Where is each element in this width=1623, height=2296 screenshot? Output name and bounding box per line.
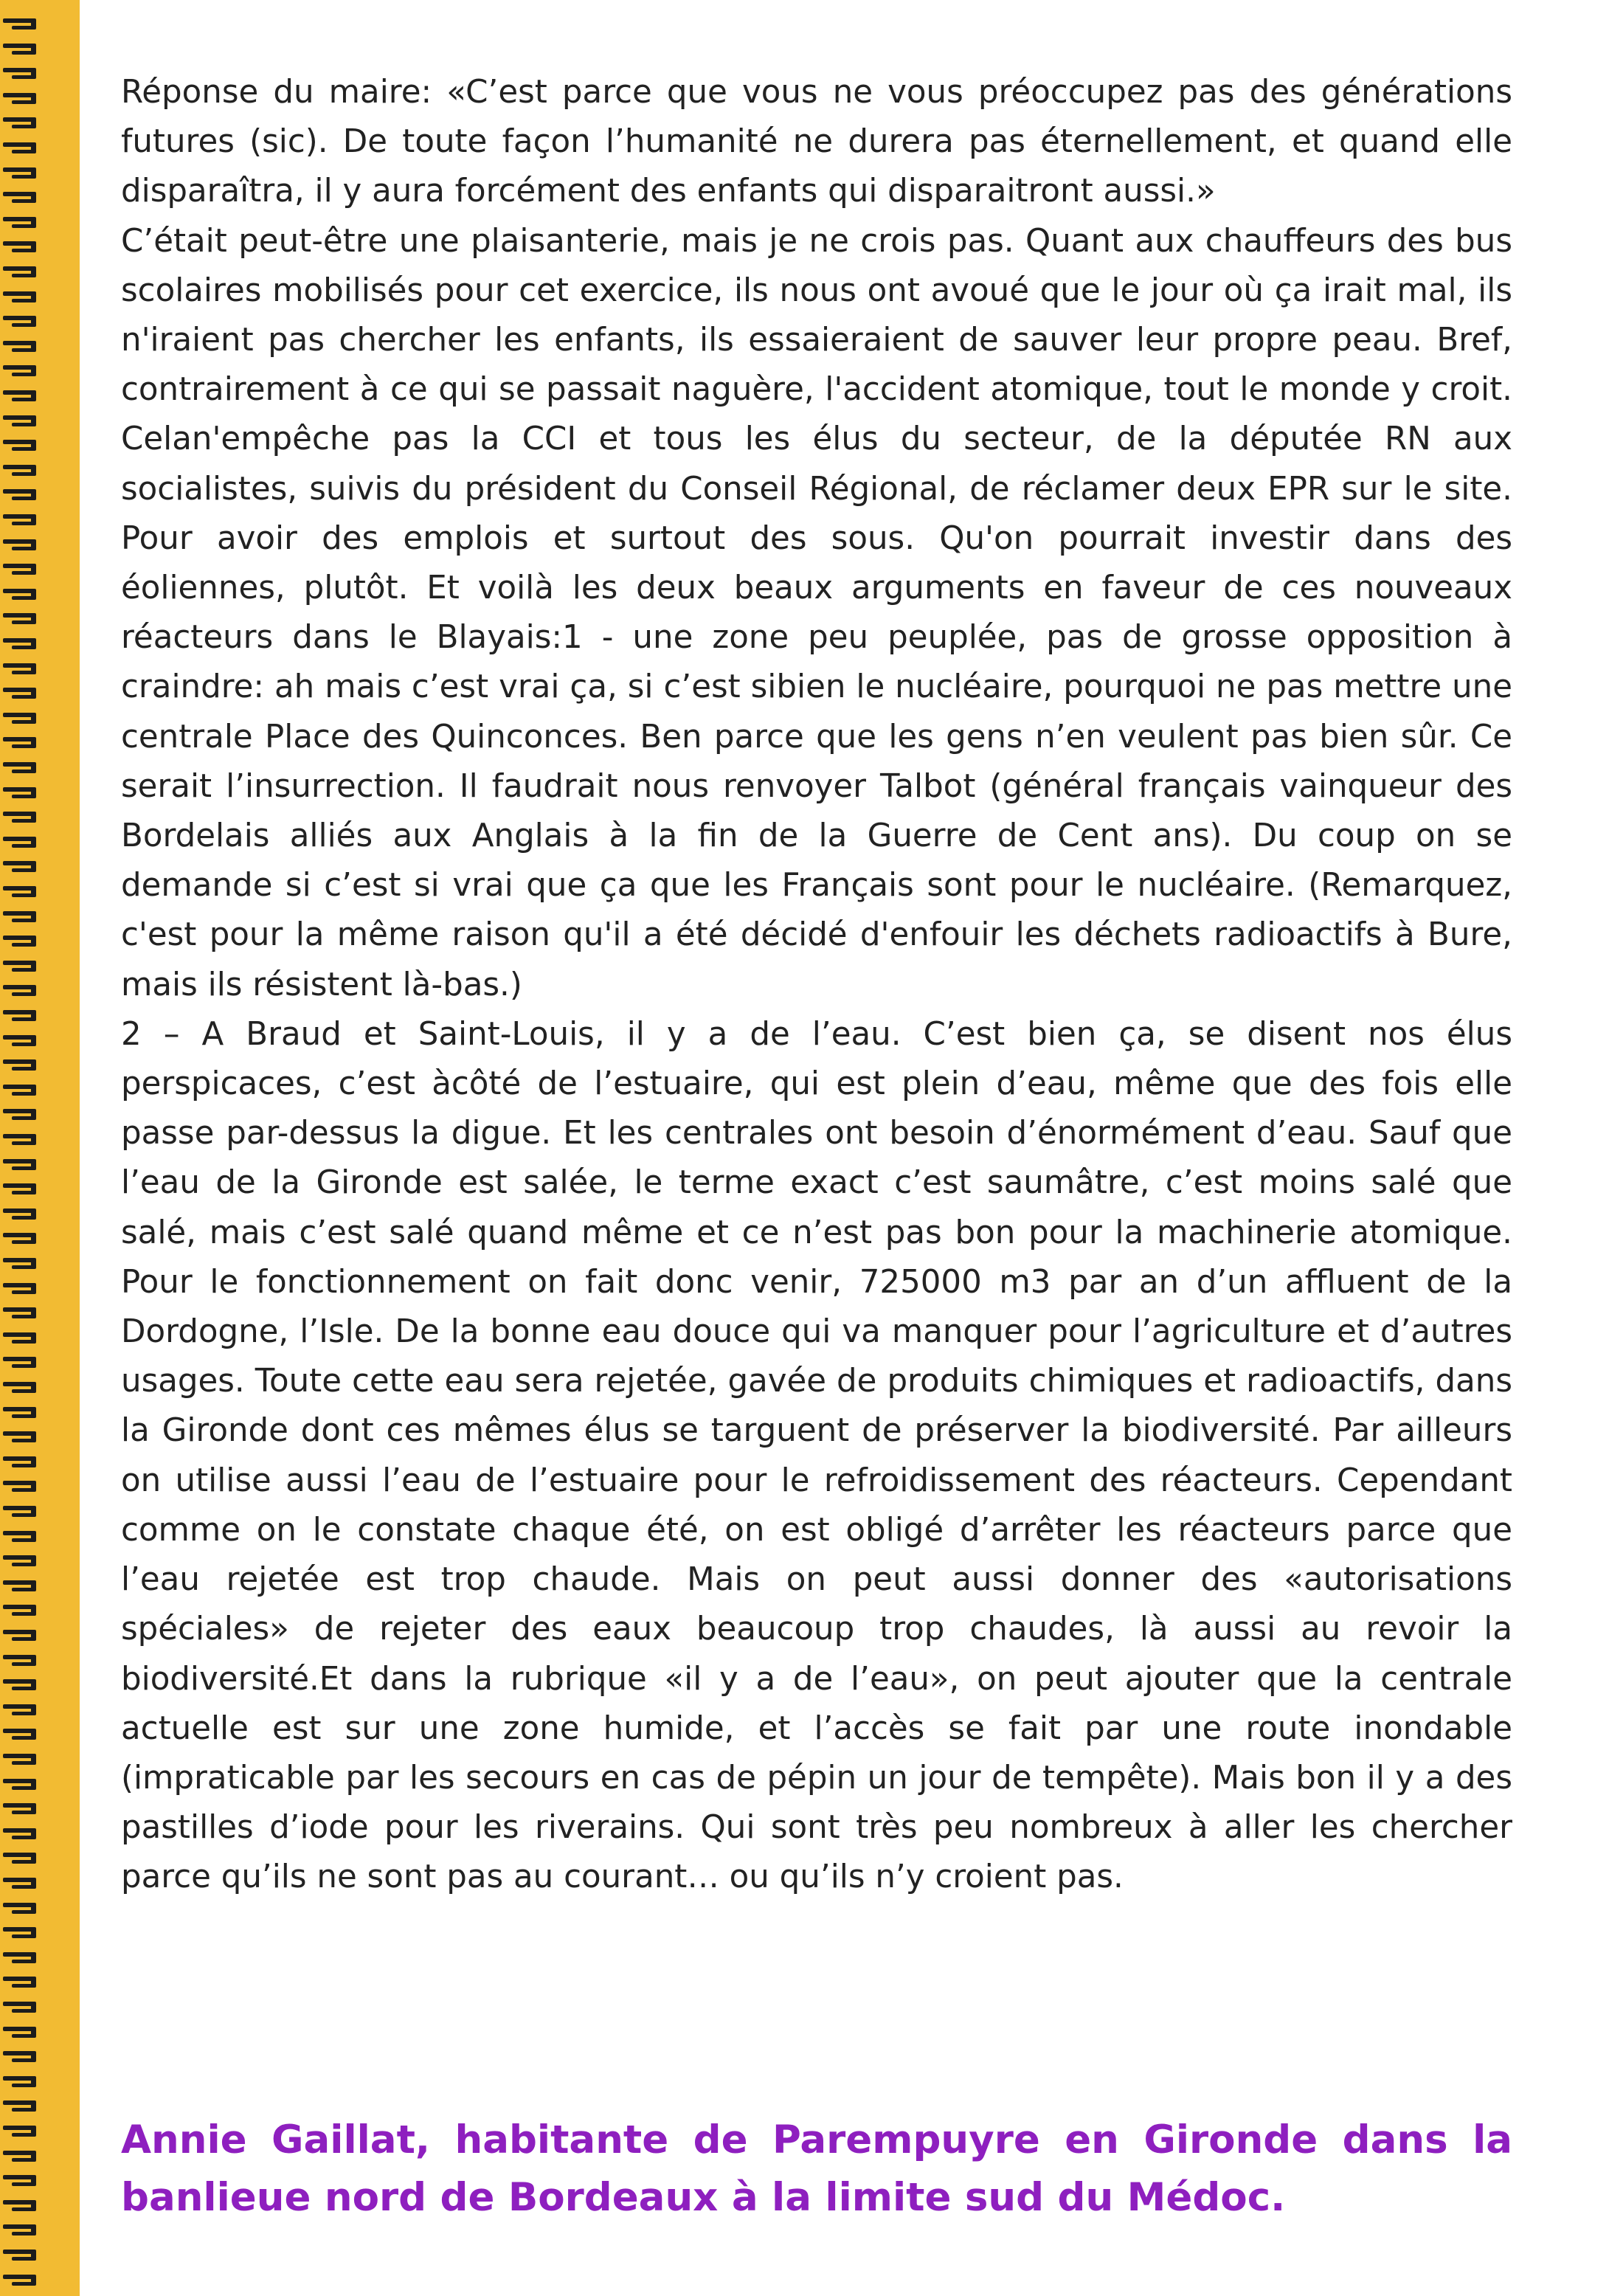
spiral-loop [3, 1753, 40, 1766]
spiral-loop [3, 1678, 40, 1692]
spiral-loop [3, 885, 40, 899]
spiral-loop [3, 612, 40, 626]
paragraph-water: 2 – A Braud et Saint-Louis, il y a de l’eau. C’est bien ça, se disent nos élus perspicaces, c’est àcôté de l’estuaire, qui est plein d’eau, même que des fois elle passe par-dessus la digue. Et les centrales ont besoin d’énormément d’eau. Sauf que l’eau de la Gironde est salée, le terme exact c’est saumâtre, c’est moins salé que salé, mais c’est salé quand même et ce n’est pas bon pour la machinerie atomique. Pour le fonctionnement on fait donc venir, 725000 m3 par an d’un affluent de la Dordogne, l’Isle. De la bonne eau douce qui va manquer pour l’agriculture et d’autres usages. Toute cette eau sera rejetée, gavée de produits chimiques et radioactifs, dans la Gironde dont ces mêmes élus se targuent de préserver la biodiversité. Par ailleurs on utilise aussi l’eau de l’estuaire pour le refroidissement des réacteurs. Cependant comme on le constate chaque été, on est obligé d’arrêter les réacteurs parce que l’eau rejetée est trop chaude. Mais on peut aussi donner des «autorisations spéciales» de rejeter des eaux beaucoup trop chaudes, là aussi au revoir la biodiversité.Et dans la rubrique «il y a de l’eau», on peut ajouter que la centrale actuelle est sur une zone humide, et l’accès se fait par une route inondable (impraticable par les secours en cas de pépin un jour de tempête). Mais bon il y a des pastilles d’iode pour les riverains. Qui sont très peu nombreux à aller les chercher parce qu’ils ne sont pas au courant… ou qu’ils n’y croient pas. [121, 1015, 1512, 1896]
spiral-binding [0, 0, 80, 2296]
spiral-loop [3, 1505, 40, 1518]
spiral-loop [3, 1654, 40, 1667]
author-signature: Annie Gaillat, habitante de Parempuyre en Gironde dans la banlieue nord de Bordeaux à la limite sud du Médoc. [121, 2117, 1512, 2220]
spiral-loop [3, 1158, 40, 1172]
spiral-loop [3, 1852, 40, 1865]
spiral-loop [3, 2100, 40, 2113]
spiral-loop [3, 514, 40, 527]
spiral-loop [3, 1232, 40, 1245]
spiral-loop [3, 1728, 40, 1741]
spiral-loop [3, 2001, 40, 2014]
spiral-loop [3, 2249, 40, 2262]
spiral-loop [3, 1604, 40, 1617]
spiral-loop [3, 687, 40, 700]
article-body [121, 68, 1512, 1903]
spiral-loop [3, 1778, 40, 1791]
spiral-loop [3, 1183, 40, 1196]
spiral-loop [3, 736, 40, 750]
spiral-loop [3, 1381, 40, 1394]
spiral-loop [3, 43, 40, 56]
spiral-loop [3, 811, 40, 824]
spiral-loop [3, 488, 40, 502]
spiral-loop [3, 364, 40, 378]
spiral-loop [3, 1257, 40, 1270]
spiral-loop [3, 1456, 40, 1469]
spiral-loop [3, 2125, 40, 2138]
spiral-loop [3, 142, 40, 155]
spiral-loop [3, 92, 40, 106]
spiral-loop [3, 2174, 40, 2188]
spiral-loop [3, 1406, 40, 1420]
spiral-loop [3, 191, 40, 204]
spiral-loop [3, 1431, 40, 1444]
spiral-loop [3, 1580, 40, 1593]
spiral-loop [3, 1555, 40, 1568]
spiral-loop [3, 563, 40, 576]
spiral-loop [3, 1877, 40, 1890]
spiral-loop [3, 390, 40, 403]
spiral-loop [3, 1356, 40, 1369]
spiral-loop [3, 637, 40, 651]
spiral-loop [3, 2150, 40, 2163]
spiral-loop [3, 1530, 40, 1543]
spiral-loop [3, 712, 40, 725]
spiral-loop [3, 464, 40, 477]
spiral-loop [3, 67, 40, 80]
spiral-loop [3, 167, 40, 180]
spiral-loop [3, 910, 40, 924]
spiral-loop [3, 2075, 40, 2089]
spiral-loop [3, 1951, 40, 1965]
spiral-loop [3, 241, 40, 254]
spiral-loop [3, 2026, 40, 2039]
paragraph-mayor-reply: Réponse du maire: «C’est parce que vous ne vous préoccupez pas des générations futures (sic). De toute façon l’humanité ne durera pas éternellement, et quand elle disparaîtra, il y aura forcément des enfants qui disparaitront aussi.» [121, 74, 1512, 210]
spiral-loop [3, 1133, 40, 1147]
spiral-loop [3, 18, 40, 31]
spiral-loop [3, 984, 40, 997]
spiral-loop [3, 2274, 40, 2287]
spiral-loop [3, 663, 40, 676]
spiral-loop [3, 860, 40, 874]
spiral-loop [3, 960, 40, 973]
spiral-loop [3, 1629, 40, 1642]
spiral-loop [3, 935, 40, 948]
spiral-loop [3, 2199, 40, 2213]
spiral-loop [3, 1208, 40, 1221]
spiral-loop [3, 340, 40, 353]
spiral-loop [3, 266, 40, 279]
spiral-loop [3, 1059, 40, 1072]
spiral-loop [3, 1926, 40, 1940]
spiral-loop [3, 291, 40, 304]
spiral-loop [3, 588, 40, 601]
spiral-loop [3, 2050, 40, 2064]
spiral-loop [3, 1084, 40, 1097]
spiral-loop [3, 1282, 40, 1296]
spiral-loop [3, 1307, 40, 1320]
spiral-loop [3, 315, 40, 328]
spiral-loop [3, 1332, 40, 1345]
spiral-loop [3, 117, 40, 130]
spiral-loop [3, 1976, 40, 1989]
spiral-loop [3, 1828, 40, 1841]
spiral-loop [3, 439, 40, 452]
spiral-loop [3, 786, 40, 800]
spiral-loop [3, 1802, 40, 1816]
spiral-loop [3, 761, 40, 775]
spiral-loop [3, 1108, 40, 1121]
spiral-loop [3, 1704, 40, 1717]
article-text [121, 68, 1512, 1903]
spiral-loop [3, 216, 40, 229]
spiral-loop [3, 836, 40, 849]
spiral-loop [3, 1034, 40, 1048]
spiral-loop [3, 1902, 40, 1915]
spiral-loop [3, 2224, 40, 2237]
spiral-loop [3, 1009, 40, 1023]
paragraph-epr-arguments: C’était peut-être une plaisanterie, mais je ne crois pas. Quant aux chauffeurs des bus scolaires mobilisés pour cet exercice, ils nous ont avoué que le jour où ça irait mal, ils n'iraient pas chercher les enfants, ils essaieraient de sauver leur propre peau. Bref, contrairement à ce qui se passait naguère, l'accident atomique, tout le monde y croit. Celan'empêche pas la CCI et tous les élus du secteur, de la députée RN aux socialistes, suivis du président du Conseil Régional, de réclamer deux EPR sur le site. Pour avoir des emplois et surtout des sous. Qu'on pourrait investir dans des éoliennes, plutôt. Et voilà les deux beaux arguments en faveur de ces nouveaux réacteurs dans le Blayais:1 - une zone peu peuplée, pas de grosse opposition à craindre: ah mais c’est vrai ça, si c’est sibien le nucléaire, pourquoi ne pas mettre une centrale Place des Quinconces. Ben parce que les gens n’en veulent pas bien sûr. Ce serait l’insurrection. Il faudrait nous renvoyer Talbot (général français vainqueur des Bordelais alliés aux Anglais à la fin de la Guerre de Cent ans). Du coup on se demande si c’est si vrai que ça que les Français sont pour le nucléaire. (Remarquez, c'est pour la même raison qu'il a été décidé d'enfouir les déchets radioactifs à Bure, mais ils résistent là-bas.) [121, 222, 1512, 1003]
spiral-loop [3, 539, 40, 552]
spiral-loop [3, 1480, 40, 1493]
spiral-loop [3, 415, 40, 428]
